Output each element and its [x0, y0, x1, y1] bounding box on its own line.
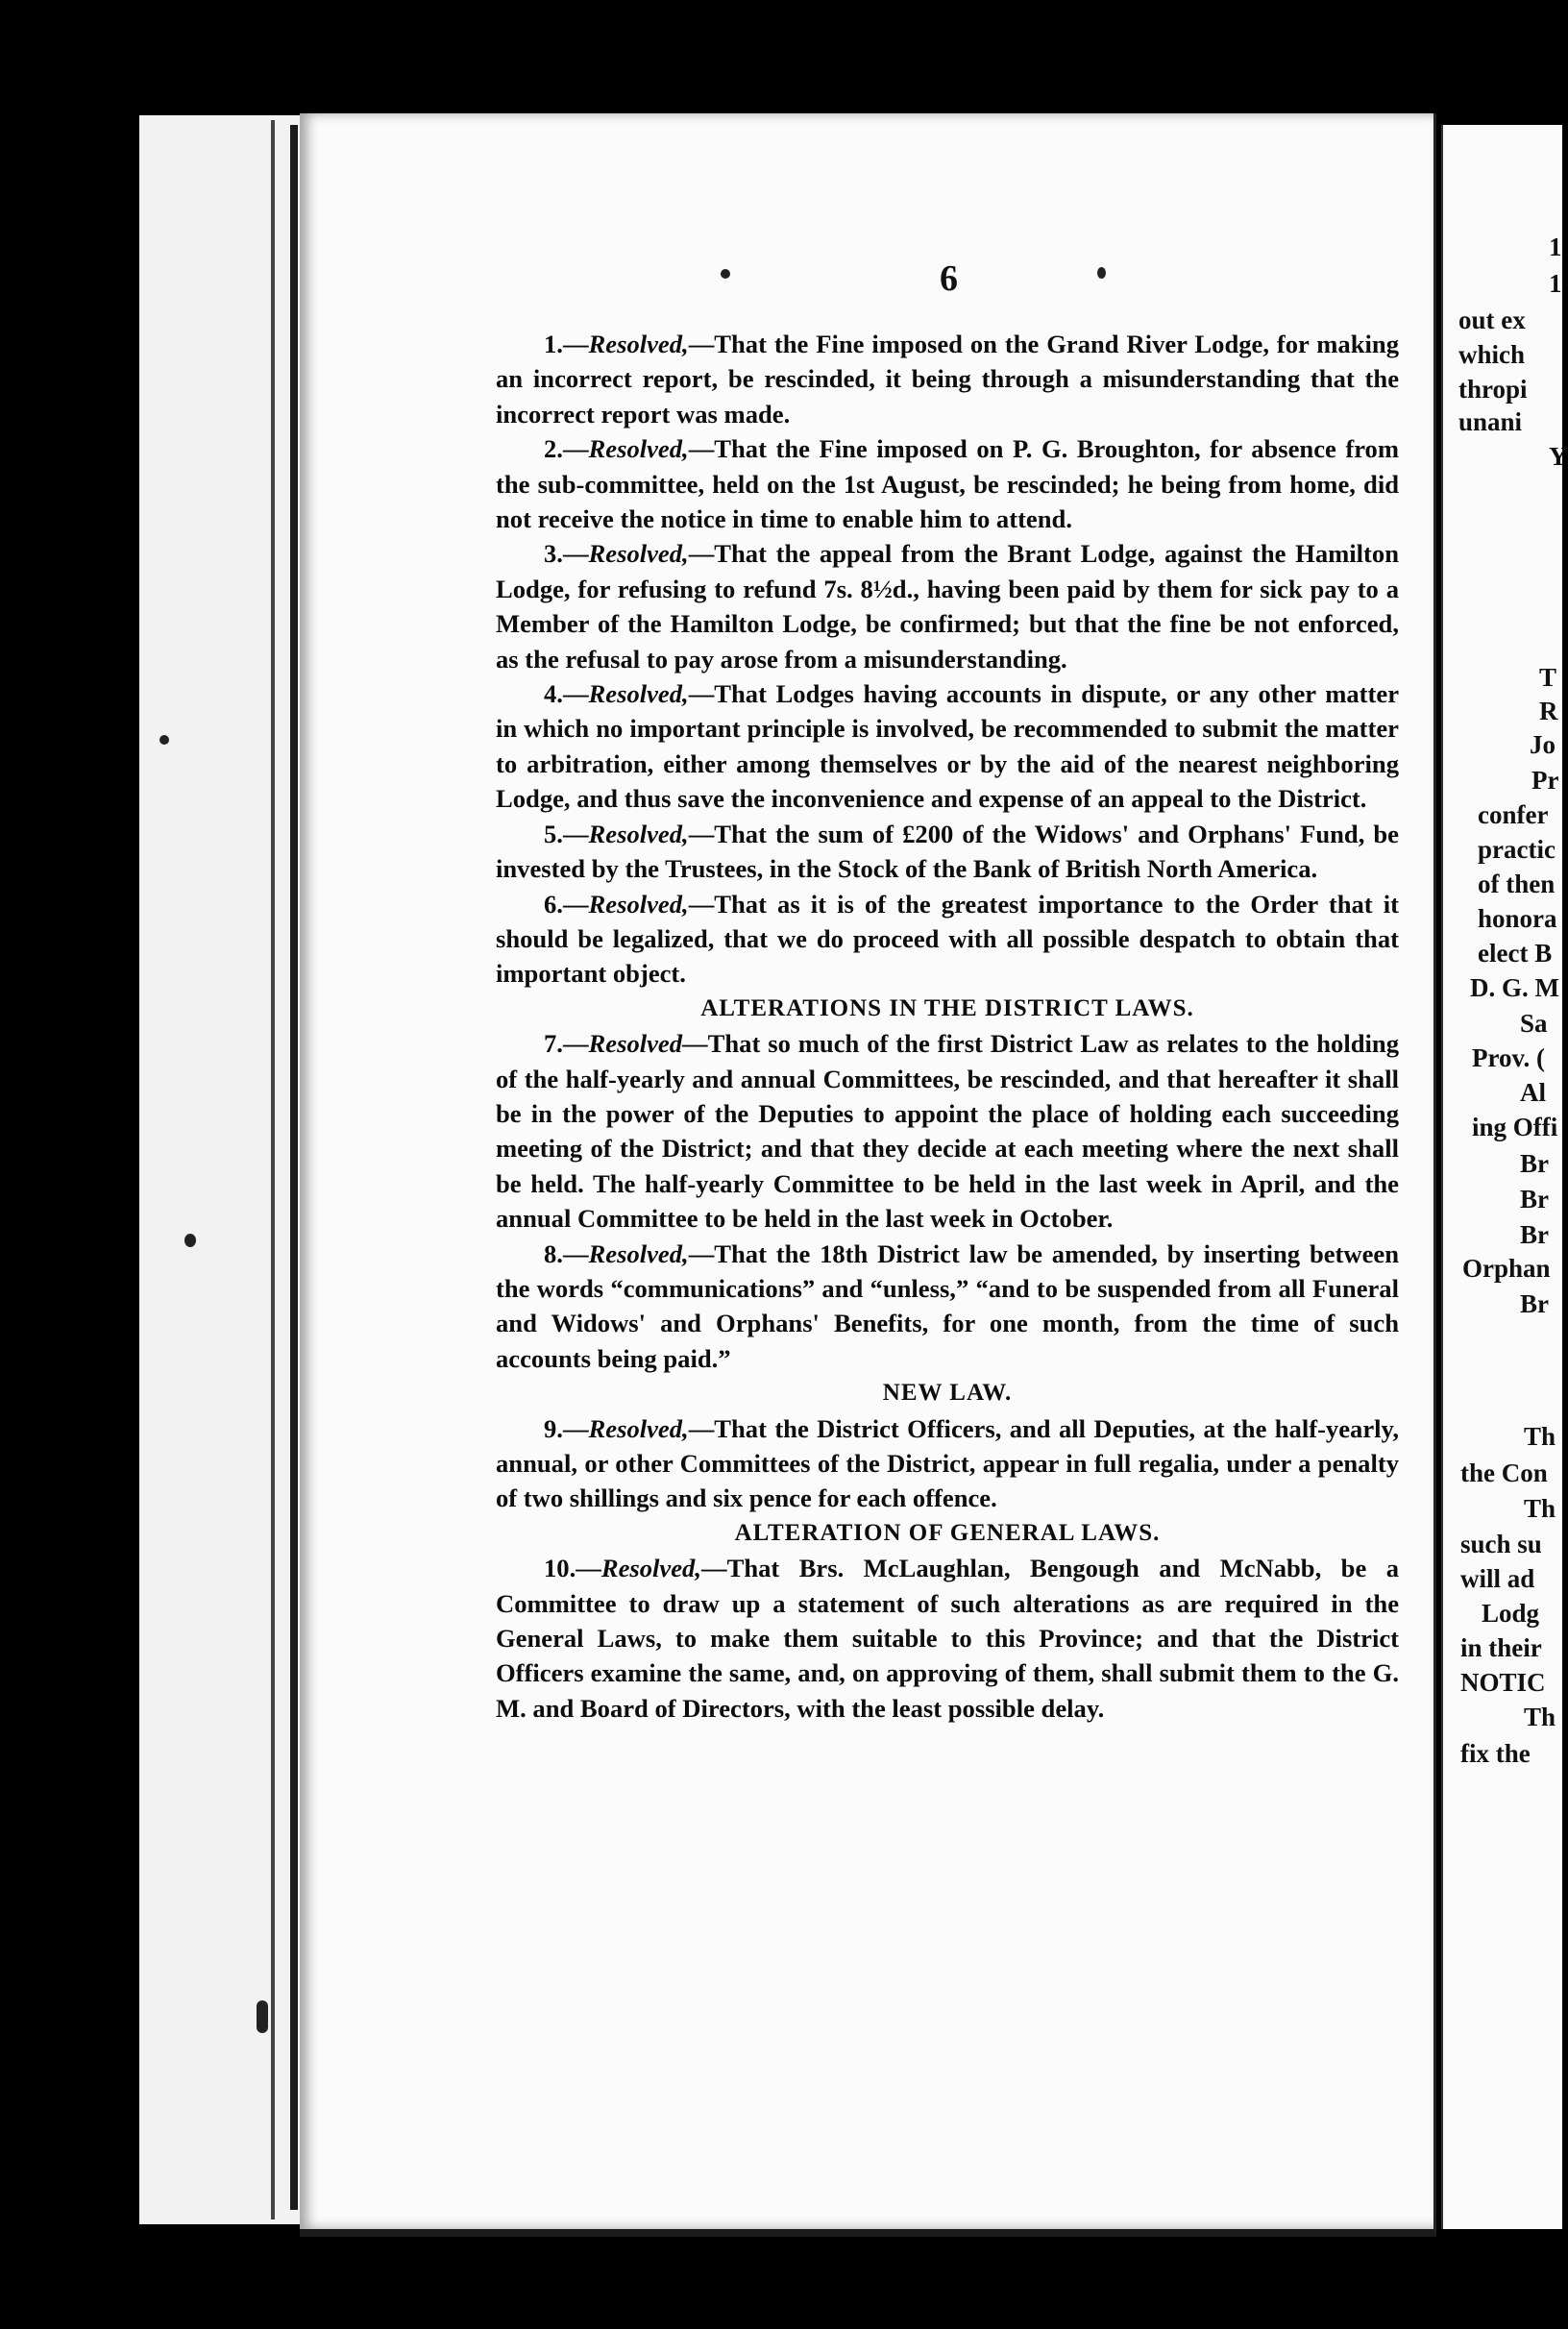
adjacent-page-text: 1	[1549, 269, 1562, 298]
adjacent-page-text: will ad	[1460, 1564, 1535, 1593]
resolved-label: Resolved,	[588, 434, 689, 464]
heading-district-laws: ALTERATIONS IN THE DISTRICT LAWS.	[700, 994, 1194, 1021]
resolved-label: Resolved,	[588, 330, 689, 358]
resolution-text: —That Lodges having accounts in dispute, or any other matter in which no important principle is involved, be recommended to submit the matter to arbitration, either among themselves or by the aid of the nearest neighboring Lodge, and thus save the inconvenience and expense of an appeal to the District.	[496, 679, 1399, 814]
adjacent-page-text: Lodg	[1482, 1599, 1540, 1628]
resolution-text: —That the sum of £200 of the Widows' and Orphans' Fund, be invested by the Trustees, in the Stock of the Bank of British North America.	[496, 819, 1399, 884]
adjacent-page-text: of then	[1478, 870, 1556, 898]
page-body	[496, 327, 1399, 1726]
adjacent-page-text: Br	[1520, 1185, 1549, 1214]
resolution-number: 3.	[544, 539, 563, 569]
ink-speck	[1097, 267, 1106, 279]
resolution-text: —That the appeal from the Brant Lodge, against the Hamilton Lodge, for refusing to refund 7s. 8½d., having been paid by them for sick pay to a Member of the Hamilton Lodge, be confirmed; but that the fine be not enforced, as the refusal to pay arose from a misunderstanding.	[496, 539, 1399, 674]
adjacent-page-text: Th	[1524, 1703, 1556, 1731]
resolution-text: —That the District Officers, and all Deputies, at the half-yearly, annual, or other Committees of the District, appear in full regalia, under a penalty of two shillings and six pence for each offence.	[496, 1413, 1399, 1513]
resolution-text: —That the 18th District law be amended, by inserting between the words “communications” and “unless,” “and to be suspended from all Funeral and Widows' and Orphans' Benefits, for one month, from the time of such accounts being paid.”	[496, 1238, 1399, 1373]
resolution-number: 1.	[544, 330, 563, 358]
adjacent-page-text: fix the	[1460, 1739, 1531, 1768]
adjacent-page-text: Pr	[1531, 766, 1559, 795]
resolutions-group-b	[496, 1026, 1399, 1376]
resolved-label: Resolved,	[588, 679, 689, 709]
resolution-paragraph: 7.—Resolved—That so much of the first District Law as relates to the holding of the half-yearly and annual Committees, be rescinded, and that hereafter it shall be in the power of the Deputies to appoint the place of holding each succeeding meeting of the District; and that they decide at each meeting where the next shall be held. The half-yearly Committee to be held in the last week in April, and the annual Committee to be held in the last week in October.	[496, 1029, 1399, 1234]
binding-gutter	[139, 115, 312, 2224]
resolution-number: 5.	[544, 819, 563, 848]
resolution-text: —That Brs. McLaughlan, Bengough and McNabb, be a Committee to draw up a statement of such alterations as are required in the General Laws, to make them suitable to this Province; and that the District Officers examine the same, and, on approving of them, shall submit them to the G. M. and Board of Directors, with the least possible delay.	[496, 1554, 1399, 1723]
adjacent-page-text: Th	[1524, 1422, 1556, 1451]
adjacent-page-text: which	[1458, 340, 1526, 369]
resolution-number: 4.	[544, 679, 563, 709]
resolved-label: Resolved,	[588, 889, 689, 919]
resolution-paragraph: 2.—Resolved,—That the Fine imposed on P. G. Broughton, for absence from the sub-committee, held on the 1st August, be rescinded; he being from home, did not receive the notice in time to enable him to attend.	[496, 434, 1399, 534]
adjacent-page-text: 1	[1549, 233, 1562, 261]
resolution-text: —That as it is of the greatest importance to the Order that it should be legalized, that we do proceed with all possible despatch to obtain that important object.	[496, 889, 1399, 989]
resolutions-group-d	[496, 1551, 1399, 1726]
adjacent-page-text: confer	[1478, 800, 1549, 829]
ink-speck	[159, 735, 169, 745]
resolutions-group-c	[496, 1411, 1399, 1516]
adjacent-page-text: NOTIC	[1460, 1668, 1546, 1697]
binding-shadow	[290, 125, 298, 2210]
adjacent-page-text: practic	[1478, 835, 1556, 864]
adjacent-page-text: Sa	[1520, 1009, 1548, 1038]
resolution-paragraph: 4.—Resolved,—That Lodges having accounts in dispute, or any other matter in which no important principle is involved, be recommended to submit the matter to arbitration, either among themselves or by the aid of the nearest neighboring Lodge, and thus save the inconvenience and expense of an appeal to the District.	[496, 679, 1399, 814]
resolution-number: 2.	[544, 434, 563, 464]
ink-blot	[257, 2000, 268, 2033]
adjacent-page-text: in their	[1460, 1633, 1542, 1662]
resolution-text: —That so much of the first District Law as relates to the holding of the half-yearly and annual Committees, be rescinded, and that hereafter it shall be in the power of the Deputies to appoint the place of holding each succeeding meeting of the District; and that they decide at each meeting where the next shall be held. The half-yearly Committee to be held in the last week in April, and the annual Committee to be held in the last week in October.	[496, 1029, 1399, 1234]
ink-speck	[721, 269, 730, 279]
resolution-number: 7.	[544, 1029, 563, 1059]
adjacent-page-text: T	[1539, 663, 1557, 692]
adjacent-page-text: Br	[1520, 1149, 1549, 1178]
resolved-label: Resolved,	[588, 819, 689, 848]
adjacent-page-text: D. G. M	[1470, 973, 1559, 1002]
resolved-label: Resolved,	[588, 1238, 689, 1268]
resolution-paragraph: 3.—Resolved,—That the appeal from the Brant Lodge, against the Hamilton Lodge, for refusing to refund 7s. 8½d., having been paid by them for sick pay to a Member of the Hamilton Lodge, be confirmed; but that the fine be not enforced, as the refusal to pay arose from a misunderstanding.	[496, 539, 1399, 674]
binding-edge	[271, 120, 275, 2219]
resolution-number: 6.	[544, 889, 563, 919]
resolution-paragraph: 10.—Resolved,—That Brs. McLaughlan, Bengough and McNabb, be a Committee to draw up a statement of such alterations as are required in the General Laws, to make them suitable to this Province; and that the District Officers examine the same, and, on approving of them, shall submit them to the G. M. and Board of Directors, with the least possible delay.	[496, 1554, 1399, 1723]
heading-general-laws: ALTERATION OF GENERAL LAWS.	[734, 1519, 1161, 1546]
adjacent-page-text: Orphan	[1462, 1254, 1551, 1283]
adjacent-page-text: the Con	[1460, 1459, 1548, 1487]
resolution-number: 10.	[544, 1554, 576, 1583]
adjacent-page-fragment	[1441, 125, 1568, 2229]
adjacent-page-text: Th	[1524, 1494, 1556, 1523]
adjacent-page-text: thropi	[1458, 375, 1528, 404]
resolution-number: 8.	[544, 1238, 563, 1268]
adjacent-page-text: Br	[1520, 1289, 1549, 1318]
ink-speck	[184, 1234, 196, 1247]
resolution-paragraph: 8.—Resolved,—That the 18th District law be amended, by inserting between the words “communications” and “unless,” “and to be suspended from all Funeral and Widows' and Orphans' Benefits, for one month, from the time of such accounts being paid.”	[496, 1238, 1399, 1373]
resolved-label: Resolved,	[600, 1554, 701, 1583]
adjacent-page-text: Jo	[1530, 730, 1556, 759]
page-number: 6	[940, 258, 958, 299]
resolution-text: —That the Fine imposed on the Grand River Lodge, for making an incorrect report, be rescinded, it being through a misunderstanding that the incorrect report was made.	[496, 330, 1399, 429]
adjacent-page-text: Br	[1520, 1220, 1549, 1249]
heading-new-law: NEW LAW.	[882, 1380, 1013, 1407]
adjacent-page-text: elect B	[1478, 939, 1553, 968]
resolution-paragraph: 6.—Resolved,—That as it is of the greatest importance to the Order that it should be legalized, that we do proceed with all possible despatch to obtain that important object.	[496, 889, 1399, 989]
adjacent-page-text: R	[1539, 697, 1558, 725]
resolution-paragraph: 1.—Resolved,—That the Fine imposed on the Grand River Lodge, for making an incorrect report, be rescinded, it being through a misunderstanding that the incorrect report was made.	[496, 330, 1399, 429]
adjacent-page-text: out ex	[1458, 306, 1526, 334]
adjacent-page-text: ing Offi	[1472, 1113, 1558, 1141]
resolution-text: —That the Fine imposed on P. G. Broughton, for absence from the sub-committee, held on the 1st August, be rescinded; he being from home, did not receive the notice in time to enable him to attend.	[496, 434, 1399, 534]
adjacent-page-text: Y	[1549, 442, 1568, 471]
resolved-label: Resolved,	[588, 1413, 689, 1443]
adjacent-page-text: unani	[1458, 407, 1523, 436]
resolution-paragraph: 5.—Resolved,—That the sum of £200 of the Widows' and Orphans' Fund, be invested by the Trustees, in the Stock of the Bank of British North America.	[496, 819, 1399, 884]
resolved-label: Resolved,	[588, 539, 689, 569]
resolutions-group-a	[496, 327, 1399, 992]
resolution-number: 9.	[544, 1413, 563, 1443]
adjacent-page-text: honora	[1478, 904, 1557, 933]
resolution-paragraph: 9.—Resolved,—That the District Officers, and all Deputies, at the half-yearly, annual, or other Committees of the District, appear in full regalia, under a penalty of two shillings and six pence for each offence.	[496, 1413, 1399, 1513]
resolved-label: Resolved	[588, 1029, 683, 1059]
adjacent-page-text: Al	[1520, 1078, 1546, 1107]
adjacent-page-text: Prov. (	[1472, 1043, 1545, 1072]
adjacent-page-text: such su	[1460, 1530, 1542, 1558]
